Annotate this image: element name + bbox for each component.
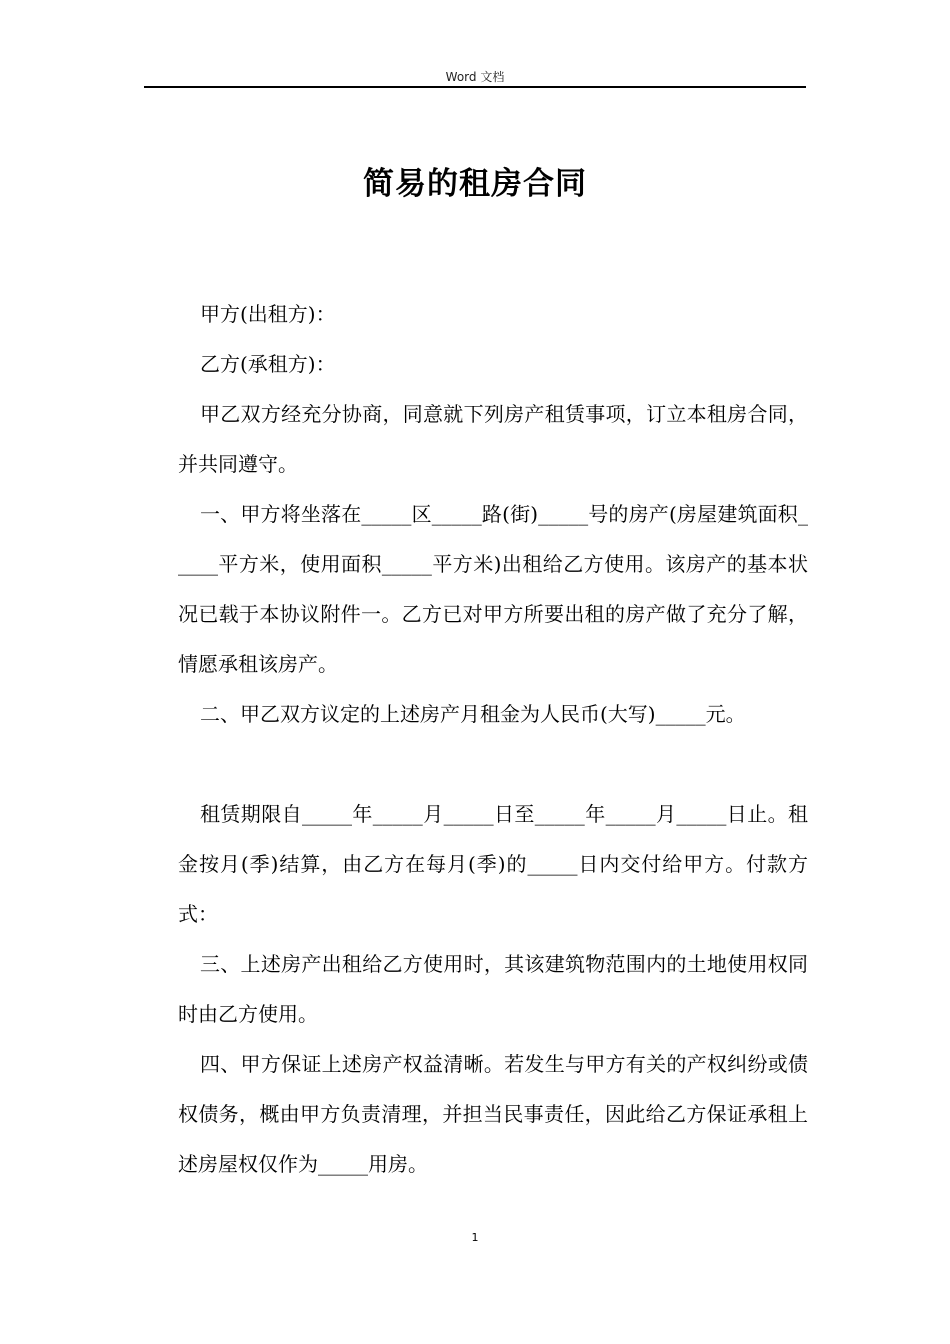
header-divider bbox=[144, 86, 806, 88]
page-header-label: Word 文档 bbox=[445, 70, 505, 84]
page-number: 1 bbox=[471, 1231, 479, 1244]
paragraph-lease-term: 租赁期限自_____年_____月_____日至_____年_____月_____日止。租金按月(季)结算，由乙方在每月(季)的_____日内交付给甲方。付款方式： bbox=[178, 802, 808, 926]
paragraph-party-b: 乙方(承租方)： bbox=[200, 352, 336, 376]
paragraph-preamble: 甲乙双方经充分协商，同意就下列房产租赁事项，订立本租房合同，并共同遵守。 bbox=[178, 402, 808, 476]
document-title: 简易的租房合同 bbox=[363, 166, 587, 202]
paragraph-party-a: 甲方(出租方)： bbox=[200, 302, 336, 326]
paragraph-clause-1: 一、甲方将坐落在_____区_____路(街)_____号的房产(房屋建筑面积_____平方米，使用面积_____平方米)出租给乙方使用。该房产的基本状况已载于本协议附件一。乙方已对甲方所要出租的房产做了充分了解，情愿承租该房产。 bbox=[178, 502, 808, 676]
document-body bbox=[178, 289, 808, 1189]
paragraph-clause-4: 四、甲方保证上述房产权益清晰。若发生与甲方有关的产权纠纷或债权债务，概由甲方负责清理，并担当民事责任，因此给乙方保证承租上述房屋权仅作为_____用房。 bbox=[178, 1052, 808, 1176]
paragraph-clause-2: 二、甲乙双方议定的上述房产月租金为人民币(大写)_____元。 bbox=[200, 702, 746, 726]
paragraph-clause-3: 三、上述房产出租给乙方使用时，其该建筑物范围内的土地使用权同时由乙方使用。 bbox=[178, 952, 808, 1026]
